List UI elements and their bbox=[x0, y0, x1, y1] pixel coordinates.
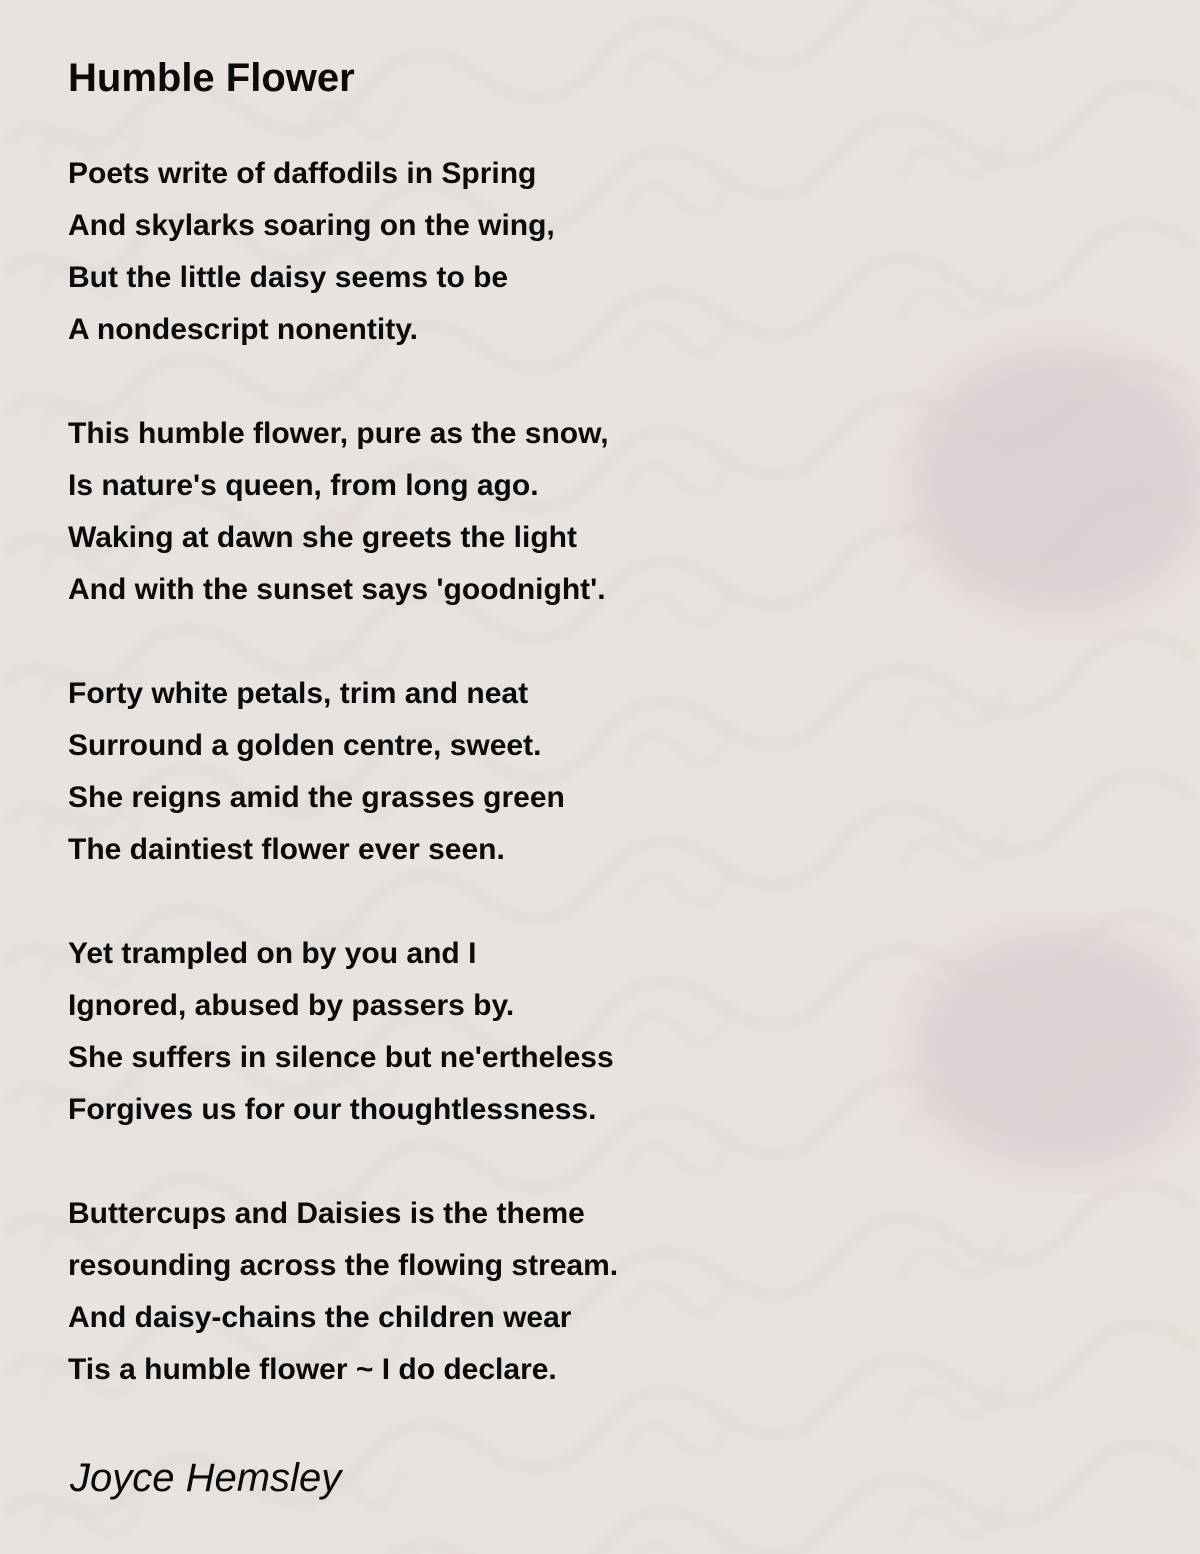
poem-line: Tis a humble flower ~ I do declare. bbox=[68, 1353, 557, 1386]
stanza-2 bbox=[68, 408, 609, 616]
poem-line: Is nature's queen, from long ago. bbox=[68, 469, 539, 502]
poem-line: Ignored, abused by passers by. bbox=[68, 989, 515, 1022]
poem-line: Waking at dawn she greets the light bbox=[68, 521, 577, 554]
stanza-5 bbox=[68, 1188, 618, 1396]
poem-line: Poets write of daffodils in Spring bbox=[68, 157, 537, 190]
poem-line: And daisy-chains the children wear bbox=[68, 1301, 572, 1334]
poem-line: The daintiest flower ever seen. bbox=[68, 833, 505, 866]
poem-line: And skylarks soaring on the wing, bbox=[68, 209, 555, 242]
poem-line: She suffers in silence but ne'ertheless bbox=[68, 1041, 614, 1074]
poem-line: A nondescript nonentity. bbox=[68, 313, 418, 346]
poem-line: Forty white petals, trim and neat bbox=[68, 677, 529, 710]
poem-line: resounding across the flowing stream. bbox=[68, 1249, 619, 1282]
poem-line: Buttercups and Daisies is the theme bbox=[68, 1197, 585, 1230]
poem-line: Forgives us for our thoughtlessness. bbox=[68, 1093, 597, 1126]
poem-line: This humble flower, pure as the snow, bbox=[68, 417, 609, 450]
poem-line: But the little daisy seems to be bbox=[68, 261, 509, 294]
poem-line: Surround a golden centre, sweet. bbox=[68, 729, 542, 762]
stanza-3 bbox=[68, 668, 565, 876]
poem-line: And with the sunset says 'goodnight'. bbox=[68, 573, 606, 606]
poem-author: Joyce Hemsley bbox=[70, 1456, 342, 1500]
poem-title: Humble Flower bbox=[68, 56, 355, 100]
stanza-4 bbox=[68, 928, 614, 1136]
poem-line: Yet trampled on by you and I bbox=[68, 937, 477, 970]
stanza-1 bbox=[68, 148, 555, 356]
poem-line: She reigns amid the grasses green bbox=[68, 781, 565, 814]
